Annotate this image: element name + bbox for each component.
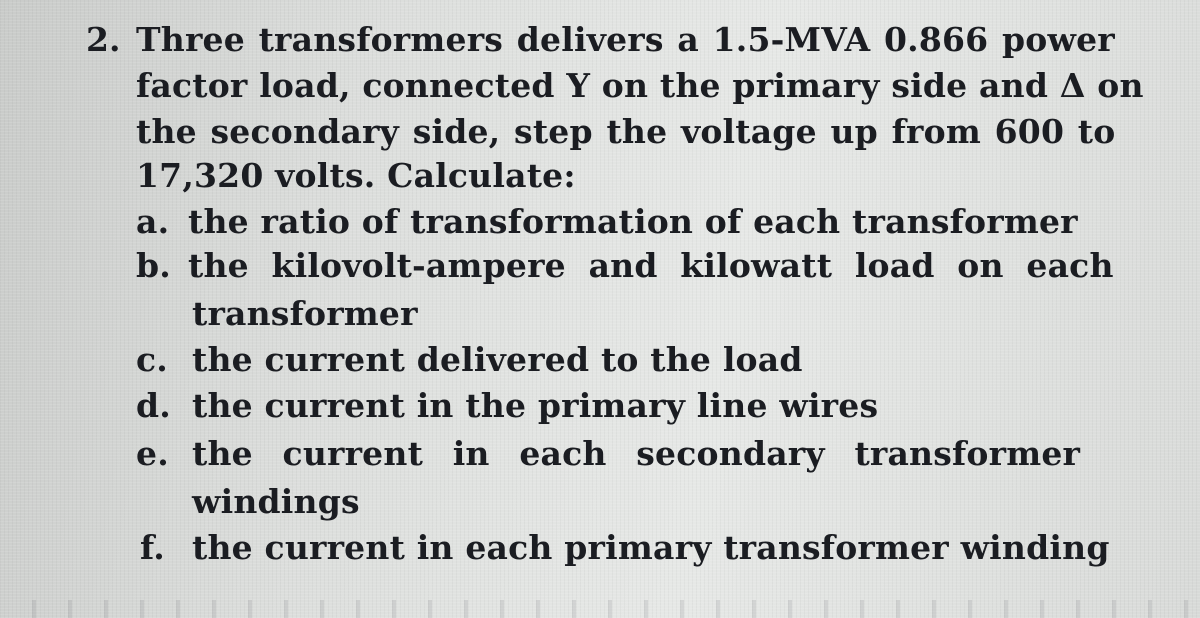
item-e-text-line-1: the current in each secondary transformer: [192, 434, 1081, 473]
item-d-text: the current in the primary line wires: [192, 386, 879, 425]
item-a-text: the ratio of transformation of each transformer: [188, 202, 1078, 241]
item-b-text-line-2: transformer: [192, 294, 418, 333]
item-b-text-line-1: the kilovolt-ampere and kilowatt load on each: [188, 246, 1114, 285]
item-c-text: the current delivered to the load: [192, 340, 803, 379]
item-e-text-line-2: windings: [192, 482, 360, 521]
problem-number: 2.: [86, 20, 121, 59]
item-a-label: a.: [136, 202, 170, 241]
item-f-label: f.: [140, 528, 165, 567]
problem-stem-line-1: Three transformers delivers a 1.5-MVA 0.866 power: [136, 20, 1115, 59]
problem-stem-line-4: 17,320 volts. Calculate:: [136, 156, 576, 195]
item-f-text: the current in each primary transformer winding: [192, 528, 1110, 567]
problem-stem-line-3: the secondary side, step the voltage up from 600 to: [136, 112, 1116, 151]
ruled-line-decoration: [0, 600, 1200, 618]
item-b-label: b.: [136, 246, 171, 285]
item-d-label: d.: [136, 386, 171, 425]
item-c-label: c.: [136, 340, 168, 379]
problem-stem-line-2: factor load, connected Y on the primary side and Δ on: [136, 66, 1144, 105]
item-e-label: e.: [136, 434, 169, 473]
